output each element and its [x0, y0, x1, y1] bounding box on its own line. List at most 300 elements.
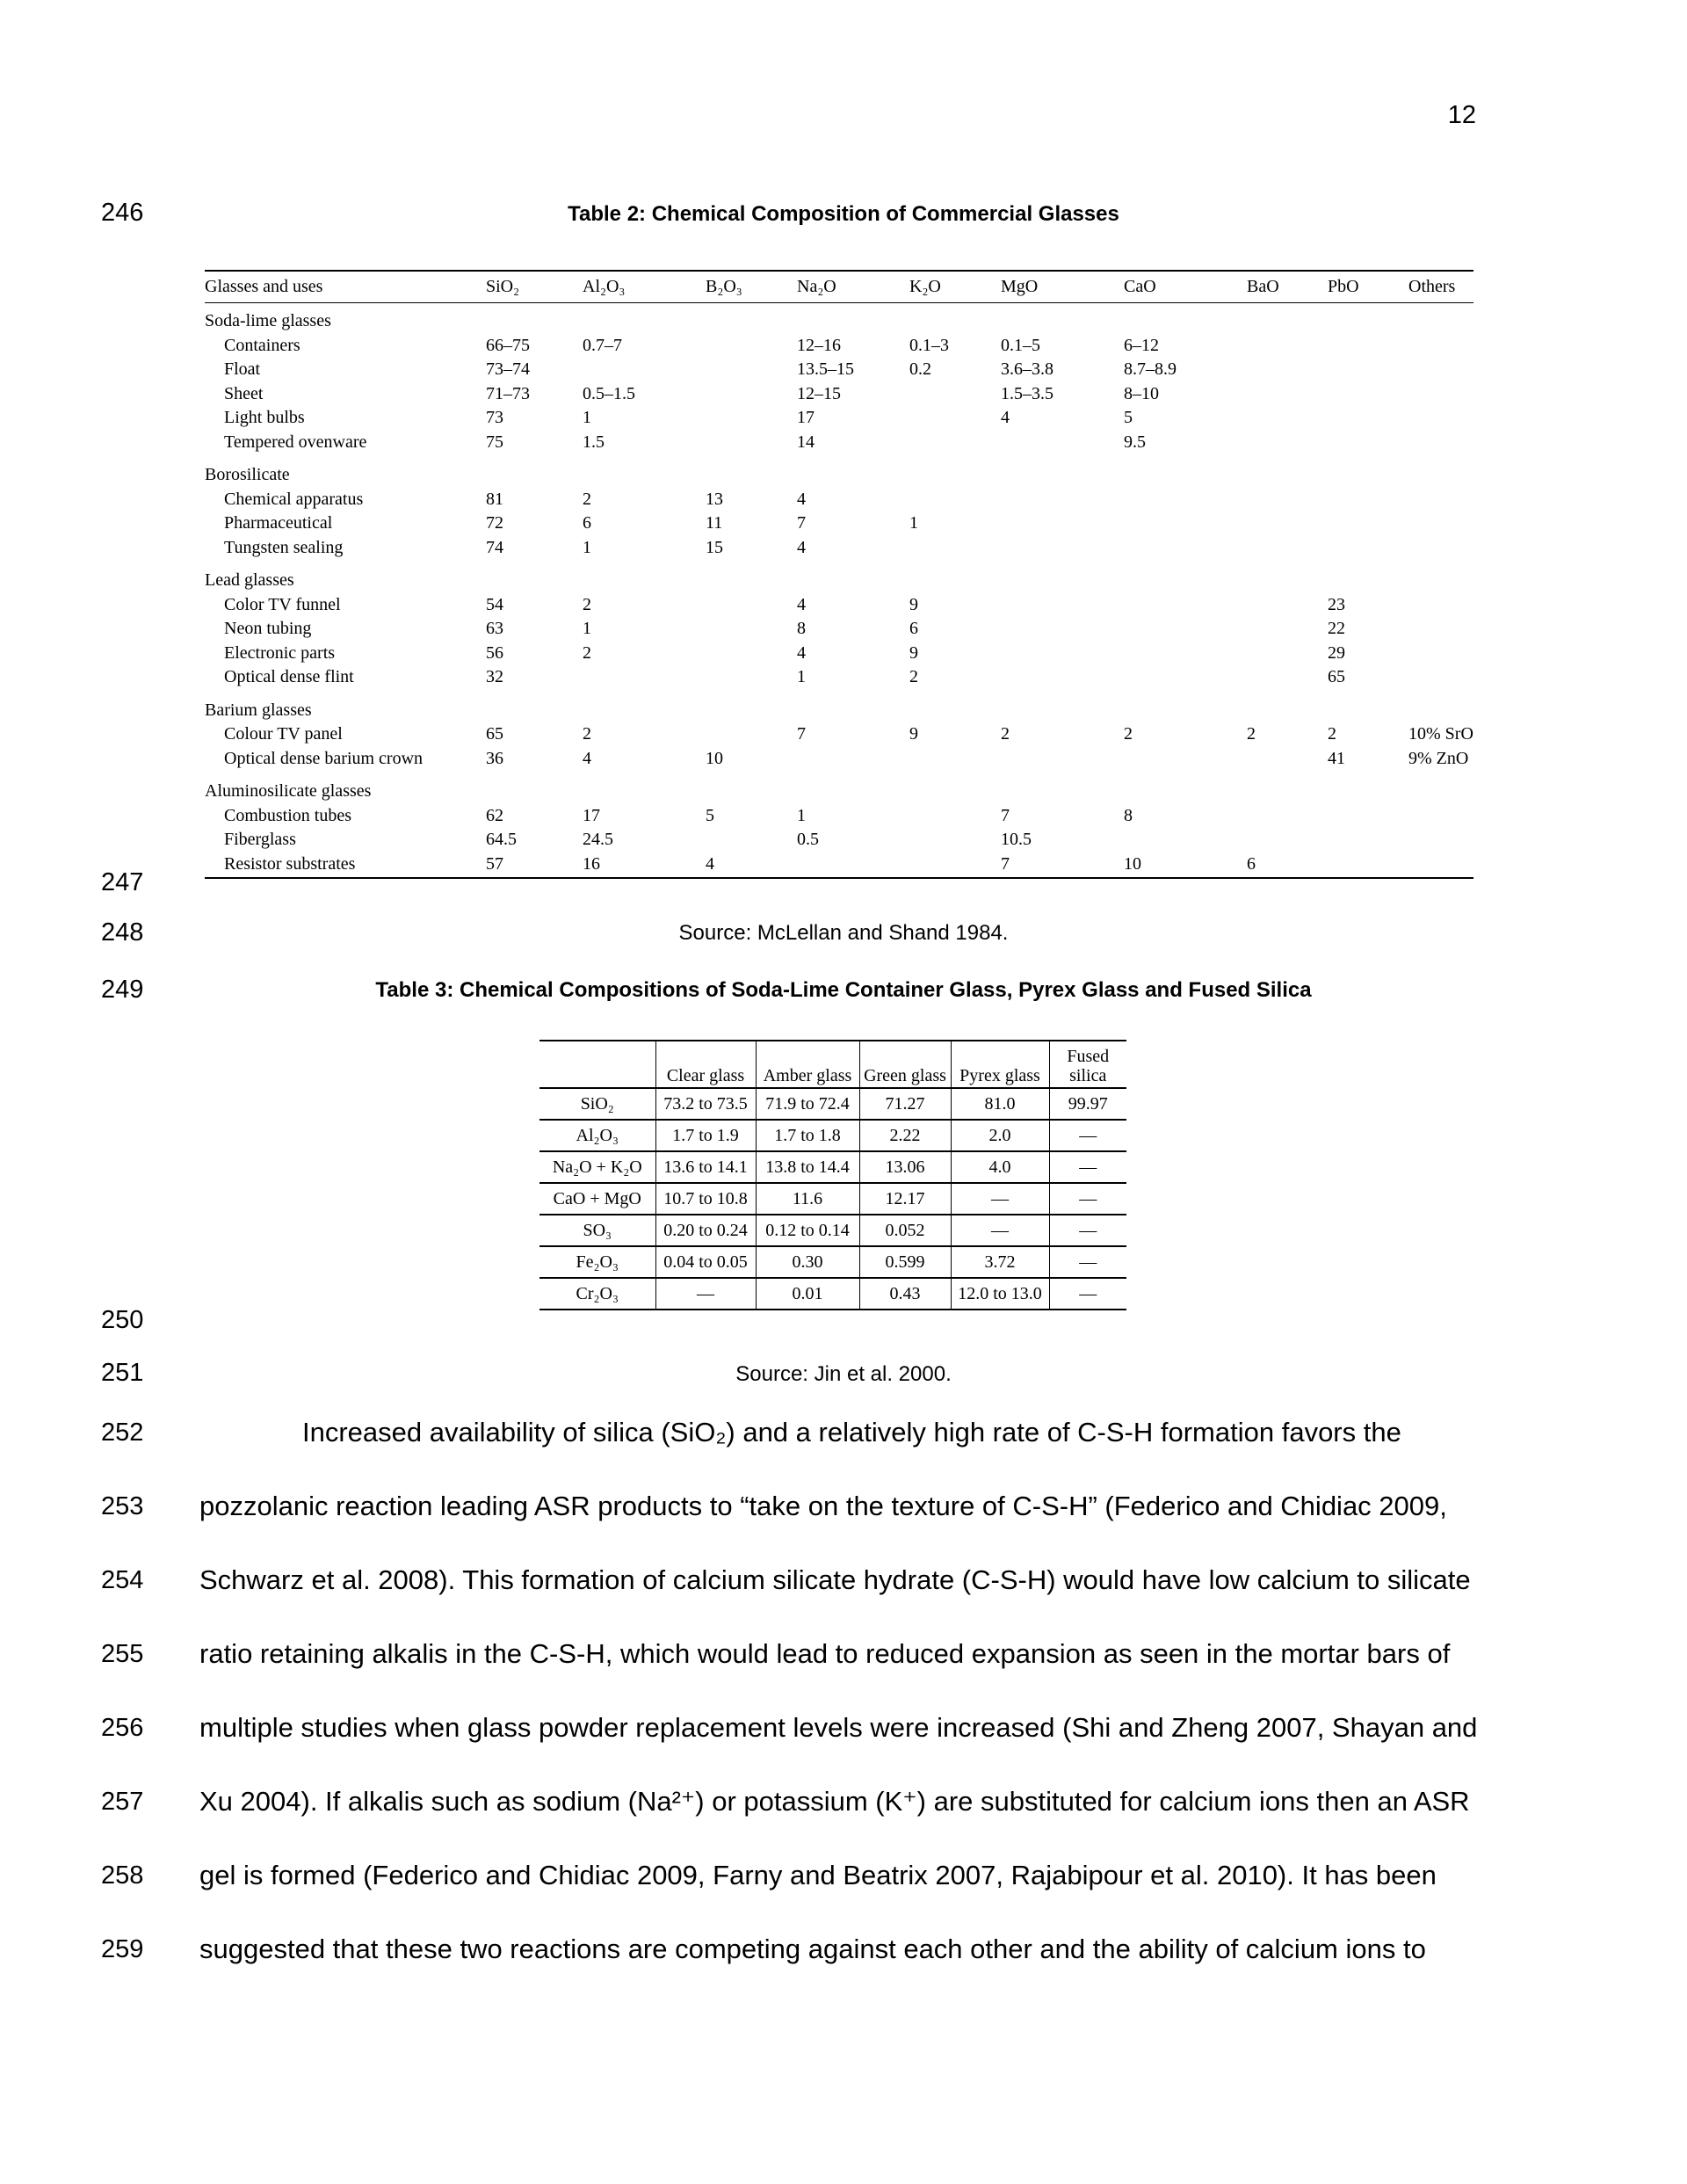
table2-cell [1124, 747, 1247, 772]
table2-cell: 5 [1124, 408, 1133, 427]
table2-cell: 4 [797, 642, 806, 663]
table2-cell [1247, 334, 1328, 359]
table3-cell: — [1049, 1215, 1126, 1246]
table3-header [539, 1041, 655, 1088]
table2-cell [1408, 431, 1473, 455]
table3-row [539, 1120, 1126, 1151]
table2-cell [797, 853, 909, 879]
table2-cell: 1 [797, 667, 806, 686]
table3-header: Fused silica [1049, 1041, 1126, 1088]
table2-composition-commercial-glasses [205, 270, 1473, 879]
line-number: 250 [101, 1306, 144, 1334]
table2-cell: 0.2 [909, 359, 931, 379]
table2-cell: 10% SrO [1408, 724, 1473, 744]
table3-cell: — [1049, 1183, 1126, 1215]
table2-cell: 73–74 [486, 359, 530, 379]
table2-cell: 8 [1124, 805, 1133, 825]
table2-cell [1001, 642, 1124, 666]
table2-cell [1247, 804, 1328, 829]
table2-cell [1328, 536, 1408, 561]
table2-cell: 7 [797, 724, 806, 744]
table2-cell: 64.5 [486, 830, 517, 849]
table2-cell [706, 642, 797, 666]
paragraph-line: ratio retaining alkalis in the C-S-H, which would lead to reduced expansion as seen in the mortar bars of [199, 1638, 1451, 1669]
table2-cell: 10 [1124, 853, 1247, 879]
line-number: 249 [101, 976, 144, 1004]
table2-row-label: Float [224, 359, 261, 379]
paragraph-line: pozzolanic reaction leading ASR products to “take on the texture of C-S-H” (Federico and Chidiac 2009, [199, 1491, 1447, 1521]
table2-cell: 56 [486, 642, 503, 663]
table2-cell: 12–15 [797, 383, 841, 403]
table2-row-label: Optical dense barium crown [224, 748, 424, 768]
table2-row [205, 828, 1473, 853]
table3-row-label: Na₂O + K₂O [539, 1151, 655, 1183]
table3-cell: 81.0 [951, 1088, 1049, 1120]
table2-group-label: Lead glasses [205, 570, 294, 590]
table3-cell: 0.599 [859, 1246, 951, 1278]
table2-cell [1408, 593, 1473, 618]
table2-cell: 1 [583, 537, 591, 557]
table2-cell: 17 [583, 805, 600, 825]
table2-cell: 17 [797, 408, 815, 427]
table3-cell: 13.6 to 14.1 [655, 1151, 756, 1183]
table2-group-row [205, 771, 1473, 804]
table2-group-row [205, 454, 1473, 488]
table2-cell [1328, 804, 1408, 829]
table2-cell [1247, 642, 1328, 666]
table2-row [205, 358, 1473, 382]
table3-row [539, 1088, 1126, 1120]
table2-cell: 10.5 [1001, 830, 1032, 849]
table2-cell [1408, 536, 1473, 561]
table3-cell: 0.20 to 0.24 [655, 1215, 756, 1246]
table2-cell: 2 [1328, 724, 1336, 744]
table2-cell: 74 [486, 537, 503, 557]
table3-header-row [539, 1041, 1126, 1088]
table2-row-label: Optical dense flint [224, 667, 354, 686]
table2-row-label: Resistor substrates [205, 853, 486, 879]
table2-cell [909, 406, 1001, 431]
table2-cell [1328, 382, 1408, 407]
table2-cell [1247, 358, 1328, 382]
paragraph-line: Increased availability of silica (SiO₂) and a relatively high rate of C-S-H formation favors the [302, 1417, 1401, 1448]
table2-cell [1328, 358, 1408, 382]
table2-group-label: Aluminosilicate glasses [205, 781, 372, 801]
table2-cell: 4 [706, 853, 797, 879]
table3-cell: 0.01 [756, 1278, 859, 1310]
table3-cell: 0.43 [859, 1278, 951, 1310]
table2-cell: 4 [797, 537, 806, 557]
table2-row [205, 853, 1473, 879]
table2-cell [1408, 406, 1473, 431]
table2-header-row [205, 271, 1473, 303]
table2-cell: 0.1–5 [1001, 335, 1040, 355]
table2-cell [1247, 382, 1328, 407]
table2-header: Na₂O [797, 271, 909, 303]
table2-cell [1247, 406, 1328, 431]
table2-cell [706, 431, 797, 455]
table2-cell [583, 358, 706, 382]
table2-cell: 2 [583, 724, 591, 744]
table3-cell: 0.30 [756, 1246, 859, 1278]
table2-cell [706, 722, 797, 747]
table2-cell [1001, 536, 1124, 561]
table2-cell [1408, 665, 1473, 690]
table3-cell: 2.0 [951, 1120, 1049, 1151]
table3-cell: 12.17 [859, 1183, 951, 1215]
table2-cell: 29 [1328, 642, 1345, 663]
table2-cell: 1 [583, 408, 591, 427]
table2-cell: 9 [909, 642, 918, 663]
table2-cell [1001, 512, 1124, 536]
table2-cell: 8 [797, 619, 806, 638]
table2-cell: 32 [486, 667, 503, 686]
table2-row [205, 722, 1473, 747]
table3-row [539, 1183, 1126, 1215]
table2-cell [909, 804, 1001, 829]
table2-group-row [205, 560, 1473, 593]
table2-cell: 54 [486, 594, 503, 614]
table2-cell: 0.1–3 [909, 335, 949, 355]
table2-caption: Table 2: Chemical Composition of Commercial Glasses [568, 202, 1119, 226]
table2-cell: 57 [486, 853, 583, 879]
table2-cell [1408, 642, 1473, 666]
table2-cell: 4 [797, 489, 806, 509]
table2-row [205, 593, 1473, 618]
table2-cell: 0.7–7 [583, 335, 622, 355]
table3-cell: — [1049, 1151, 1126, 1183]
table2-cell: 7 [1001, 853, 1124, 879]
table3-cell: 0.052 [859, 1215, 951, 1246]
table2-cell [909, 431, 1001, 455]
table2-cell: 72 [486, 513, 503, 533]
table2-cell: 73 [486, 408, 503, 427]
table3-row-label: CaO + MgO [539, 1183, 655, 1215]
table2-cell [1001, 431, 1124, 455]
table3-row-label: Cr₂O₃ [539, 1278, 655, 1310]
table2-cell [1328, 512, 1408, 536]
table2-cell [706, 665, 797, 690]
table2-group-row [205, 303, 1473, 334]
paragraph-line: gel is formed (Federico and Chidiac 2009, Farny and Beatrix 2007, Rajabipour et al. 2010). It has been [199, 1860, 1437, 1890]
table2-cell: 81 [486, 489, 503, 509]
table2-cell [1001, 488, 1124, 512]
line-number: 257 [101, 1788, 144, 1816]
table2-header: Others [1408, 271, 1473, 303]
table2-cell [1124, 828, 1247, 853]
table2-cell: 2 [583, 594, 591, 614]
table2-cell [1408, 828, 1473, 853]
table3-caption: Table 3: Chemical Compositions of Soda-Lime Container Glass, Pyrex Glass and Fused Silica [375, 978, 1312, 1002]
table2-cell: 2 [909, 667, 918, 686]
table2-cell [1124, 593, 1247, 618]
line-number: 255 [101, 1640, 144, 1668]
table2-cell: 1 [797, 805, 806, 825]
table2-cell [706, 828, 797, 853]
table2-row-label: Light bulbs [224, 408, 305, 427]
table2-group-label: Barium glasses [205, 700, 312, 720]
table2-cell [1124, 512, 1247, 536]
table3-row [539, 1151, 1126, 1183]
table2-row-label: Fiberglass [224, 830, 296, 849]
table2-header: MgO [1001, 271, 1124, 303]
table3-source: Source: Jin et al. 2000. [735, 1362, 952, 1386]
paragraph-line: Xu 2004). If alkalis such as sodium (Na²⁺) or potassium (K⁺) are substituted for calcium ions then an ASR [199, 1786, 1470, 1817]
table2-header: PbO [1328, 271, 1408, 303]
table2-cell: 7 [797, 513, 806, 533]
table2-cell: 2 [583, 642, 591, 663]
table2-cell [1124, 617, 1247, 642]
table2-cell: 0.5 [797, 830, 819, 849]
table2-cell: 13 [706, 489, 723, 509]
table2-cell: 24.5 [583, 830, 613, 849]
table2-cell: 65 [486, 724, 503, 744]
table2-cell [1247, 828, 1328, 853]
table3-cell: — [951, 1215, 1049, 1246]
table3-cell: 2.22 [859, 1120, 951, 1151]
table3-cell: — [1049, 1278, 1126, 1310]
table3-row-label: SiO₂ [539, 1088, 655, 1120]
table2-cell: 1 [583, 619, 591, 638]
table2-cell: 15 [706, 537, 723, 557]
table2-row-label: Tempered ovenware [224, 432, 367, 452]
table2-cell: 9.5 [1124, 432, 1146, 452]
table3-cell: 73.2 to 73.5 [655, 1088, 756, 1120]
table2-cell [1328, 334, 1408, 359]
table2-cell: 2 [583, 489, 591, 509]
table2-header: Glasses and uses [205, 271, 486, 303]
table2-cell: 16 [583, 853, 706, 879]
table2-cell: 6 [909, 619, 918, 638]
table3-row [539, 1215, 1126, 1246]
line-number: 247 [101, 868, 144, 896]
table2-cell [1328, 488, 1408, 512]
table2-cell: 4 [583, 748, 591, 768]
table2-row-label: Pharmaceutical [224, 513, 333, 533]
table2-cell [1408, 512, 1473, 536]
line-number: 256 [101, 1714, 144, 1742]
table3-row-label: Fe₂O₃ [539, 1246, 655, 1278]
table2-header: CaO [1124, 271, 1247, 303]
table2-cell: 2 [1001, 724, 1010, 744]
table2-row [205, 617, 1473, 642]
paragraph-line: Schwarz et al. 2008). This formation of calcium silicate hydrate (C-S-H) would have low calcium to silicate [199, 1564, 1471, 1595]
table3-composition-glasses [539, 1040, 1126, 1310]
table2-cell: 23 [1328, 594, 1345, 614]
table2-row-label: Combustion tubes [224, 805, 352, 825]
page-number: 12 [1447, 101, 1476, 129]
table2-row [205, 747, 1473, 772]
table2-cell [1408, 617, 1473, 642]
table2-row [205, 665, 1473, 690]
table3-header: Green glass [859, 1041, 951, 1088]
table2-cell [1124, 665, 1247, 690]
table2-group-label: Borosilicate [205, 465, 290, 484]
table2-cell: 8–10 [1124, 383, 1159, 403]
table2-cell: 3.6–3.8 [1001, 359, 1053, 379]
table2-cell [909, 828, 1001, 853]
table3-cell: 0.12 to 0.14 [756, 1215, 859, 1246]
table2-cell: 10 [706, 748, 723, 768]
table2-cell: 8.7–8.9 [1124, 359, 1177, 379]
table2-cell: 41 [1328, 748, 1345, 768]
table2-cell [1408, 853, 1473, 879]
table2-cell: 9 [909, 594, 918, 614]
table2-cell [706, 617, 797, 642]
table2-cell [909, 382, 1001, 407]
table2-cell [1328, 853, 1408, 879]
table2-cell [909, 488, 1001, 512]
table2-cell: 9% ZnO [1408, 748, 1469, 768]
table2-cell: 71–73 [486, 383, 530, 403]
table2-cell: 1 [909, 513, 918, 533]
table2-cell [1001, 665, 1124, 690]
table2-header: Al₂O₃ [583, 271, 706, 303]
table2-cell: 13.5–15 [797, 359, 854, 379]
table2-cell [1247, 617, 1328, 642]
table2-cell [706, 382, 797, 407]
table2-cell [706, 334, 797, 359]
table2-row-label: Neon tubing [224, 619, 312, 638]
table3-cell: 10.7 to 10.8 [655, 1183, 756, 1215]
table2-cell: 11 [706, 513, 723, 533]
table2-cell [1247, 747, 1328, 772]
table3-cell: 13.06 [859, 1151, 951, 1183]
table3-row [539, 1278, 1126, 1310]
table2-row [205, 642, 1473, 666]
table2-cell: 66–75 [486, 335, 530, 355]
table2-row-label: Electronic parts [224, 642, 336, 663]
table2-row [205, 488, 1473, 512]
table2-cell: 14 [797, 432, 815, 452]
table2-row [205, 406, 1473, 431]
table2-row-label: Colour TV panel [224, 724, 343, 744]
table2-cell: 2 [1124, 724, 1133, 744]
table3-cell: — [1049, 1246, 1126, 1278]
table2-cell [1124, 536, 1247, 561]
table2-cell [1124, 488, 1247, 512]
table2-cell [1328, 406, 1408, 431]
table2-cell: 75 [486, 432, 503, 452]
table2-cell [706, 406, 797, 431]
table2-cell [1247, 593, 1328, 618]
table2-header: B₂O₃ [706, 271, 797, 303]
table3-header: Amber glass [756, 1041, 859, 1088]
table3-cell: 0.04 to 0.05 [655, 1246, 756, 1278]
line-number: 246 [101, 199, 144, 227]
table2-cell [1001, 747, 1124, 772]
table2-cell [1001, 593, 1124, 618]
table3-cell: 3.72 [951, 1246, 1049, 1278]
table3-cell: 11.6 [756, 1183, 859, 1215]
table2-cell: 7 [1001, 805, 1010, 825]
table3-cell: 71.9 to 72.4 [756, 1088, 859, 1120]
table2-row [205, 536, 1473, 561]
table2-cell: 62 [486, 805, 503, 825]
line-number: 252 [101, 1419, 144, 1447]
table2-cell [1408, 334, 1473, 359]
table2-cell: 6–12 [1124, 335, 1159, 355]
table2-cell: 12–16 [797, 335, 841, 355]
line-number: 253 [101, 1492, 144, 1520]
table2-cell: 5 [706, 805, 714, 825]
table2-cell [1247, 665, 1328, 690]
table2-row-label: Sheet [224, 383, 264, 403]
table2-cell [706, 593, 797, 618]
table3-cell: — [951, 1183, 1049, 1215]
table2-cell [706, 358, 797, 382]
table3-row-label: Al₂O₃ [539, 1120, 655, 1151]
table3-cell: — [1049, 1120, 1126, 1151]
table2-cell: 2 [1247, 724, 1256, 744]
table2-cell [1247, 512, 1328, 536]
table3-cell: 1.7 to 1.8 [756, 1120, 859, 1151]
table2-cell [1001, 617, 1124, 642]
table2-cell [1247, 431, 1328, 455]
table2-cell [1328, 431, 1408, 455]
table2-row-label: Containers [224, 335, 300, 355]
table3-cell: 13.8 to 14.4 [756, 1151, 859, 1183]
table2-cell [909, 747, 1001, 772]
table2-cell [909, 853, 1001, 879]
table3-row [539, 1246, 1126, 1278]
table3-row-label: SO₃ [539, 1215, 655, 1246]
table3-header: Pyrex glass [951, 1041, 1049, 1088]
table3-cell: 4.0 [951, 1151, 1049, 1183]
table2-header: SiO₂ [486, 271, 583, 303]
table2-group-row [205, 690, 1473, 723]
table2-cell: 4 [1001, 408, 1010, 427]
table3-cell: 12.0 to 13.0 [951, 1278, 1049, 1310]
table3-cell: 71.27 [859, 1088, 951, 1120]
table3-body [539, 1088, 1126, 1310]
table2-cell: 9 [909, 724, 918, 744]
table2-cell: 4 [797, 594, 806, 614]
table2-cell: 65 [1328, 667, 1345, 686]
table2-cell: 0.5–1.5 [583, 383, 635, 403]
table2-cell [1124, 642, 1247, 666]
paragraph-line: multiple studies when glass powder replacement levels were increased (Shi and Zheng 2007, Shayan and [199, 1712, 1478, 1743]
table2-row-label: Chemical apparatus [224, 489, 364, 509]
line-number: 248 [101, 918, 144, 947]
table2-cell [797, 747, 909, 772]
table2-cell: 1.5 [583, 432, 605, 452]
line-number: 251 [101, 1359, 144, 1387]
table2-cell: 36 [486, 748, 503, 768]
table2-cell [1247, 536, 1328, 561]
table2-cell [583, 665, 706, 690]
table2-cell: 22 [1328, 619, 1345, 638]
table2-body [205, 303, 1473, 879]
table2-group-label: Soda-lime glasses [205, 311, 331, 330]
paragraph-line: suggested that these two reactions are competing against each other and the ability of calcium ions to [199, 1934, 1426, 1964]
table2-cell [1408, 488, 1473, 512]
table2-cell: 6 [1247, 853, 1328, 879]
table2-header: BaO [1247, 271, 1328, 303]
table2-cell: 6 [583, 513, 591, 533]
table3-cell: 1.7 to 1.9 [655, 1120, 756, 1151]
table2-cell [1408, 382, 1473, 407]
table2-source: Source: McLellan and Shand 1984. [678, 921, 1009, 945]
line-number: 254 [101, 1566, 144, 1594]
table2-row [205, 382, 1473, 407]
table2-cell [1408, 358, 1473, 382]
table2-row-label: Tungsten sealing [224, 537, 344, 557]
table2-cell [1408, 804, 1473, 829]
table2-cell: 63 [486, 619, 503, 638]
line-number: 258 [101, 1861, 144, 1890]
table2-header: K₂O [909, 271, 1001, 303]
